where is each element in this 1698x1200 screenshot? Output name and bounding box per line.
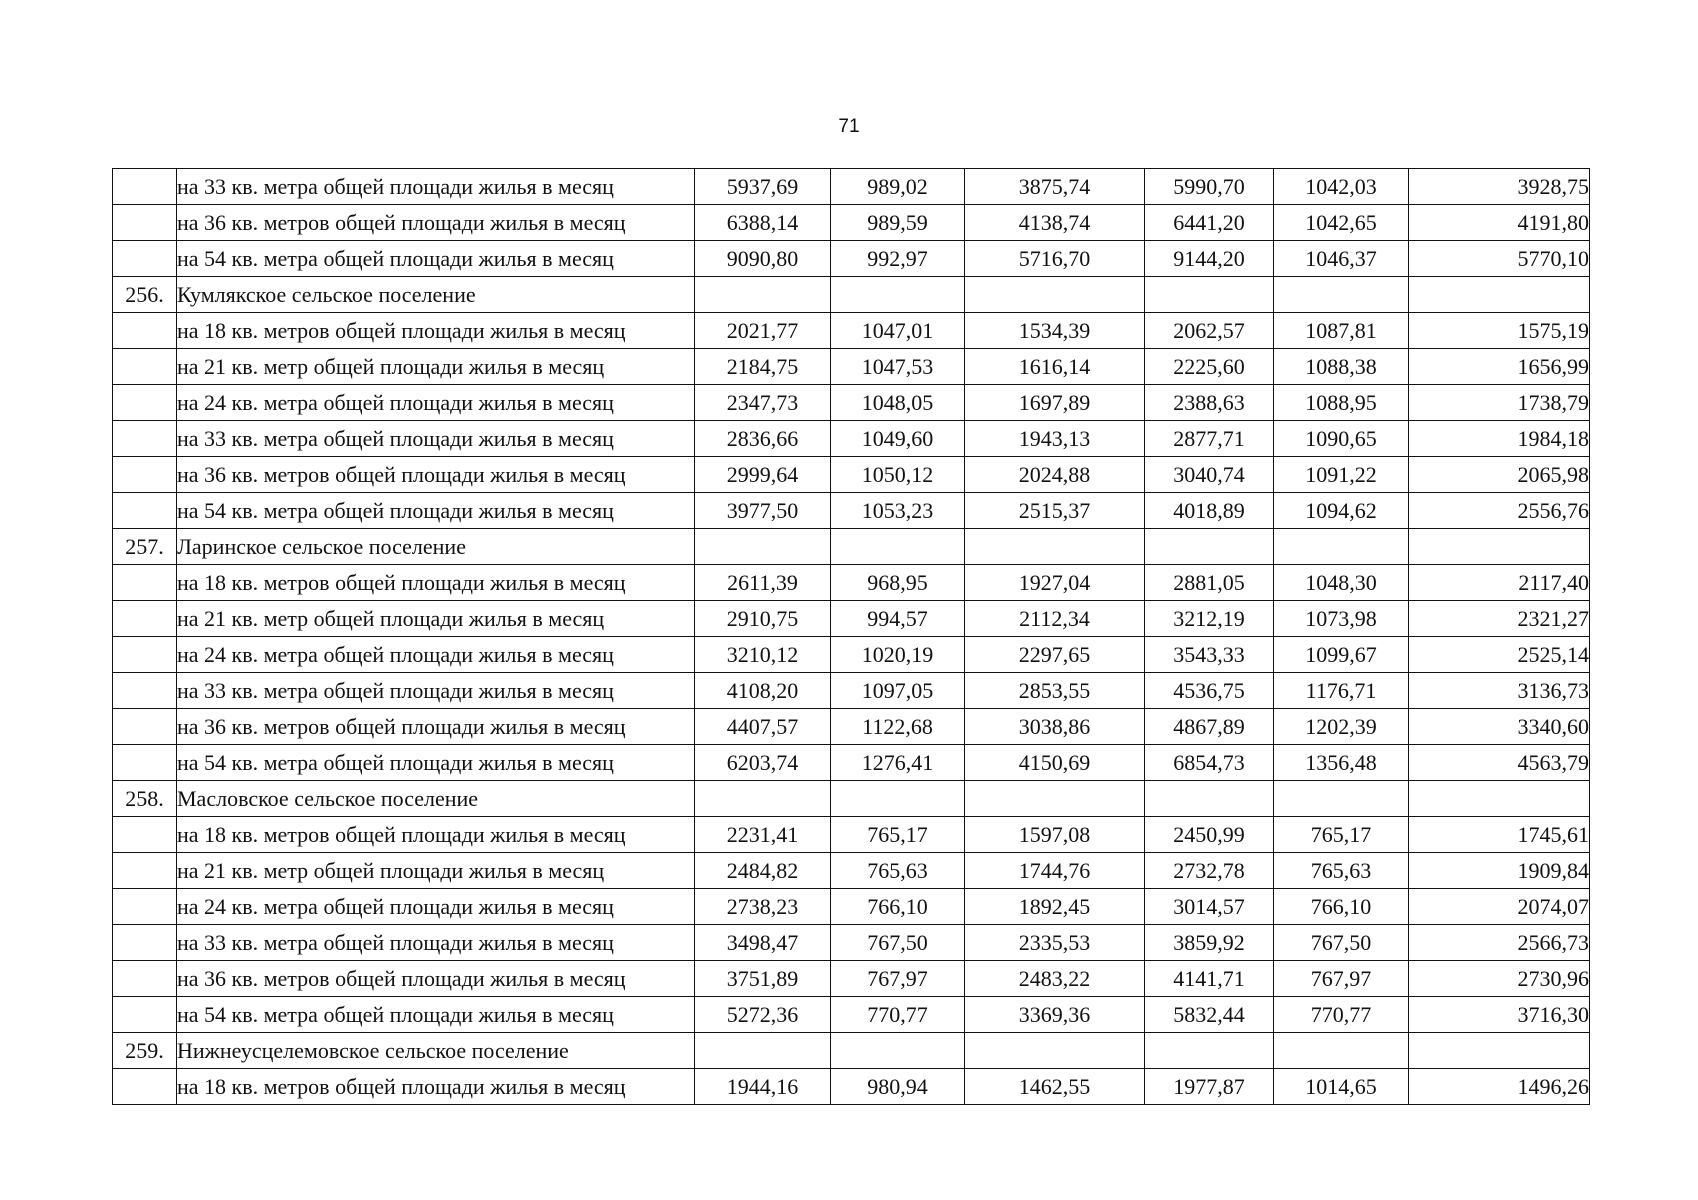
value-cell-col-6: 3340,60 xyxy=(1409,709,1590,745)
value-cell-col-1: 3751,89 xyxy=(695,961,831,997)
value-cell-col-1: 3977,50 xyxy=(695,493,831,529)
value-cell-col-1: 4108,20 xyxy=(695,673,831,709)
value-cell-col-4: 5832,44 xyxy=(1145,997,1274,1033)
row-number-cell xyxy=(113,853,177,889)
value-cell-col-6: 1656,99 xyxy=(1409,349,1590,385)
value-cell-col-6: 2566,73 xyxy=(1409,925,1590,961)
value-cell-col-2: 767,97 xyxy=(831,961,965,997)
value-cell-col-5: 765,63 xyxy=(1274,853,1409,889)
value-cell-col-1: 2836,66 xyxy=(695,421,831,457)
settlement-name-cell: Нижнеусцелемовское сельское поселение xyxy=(177,1033,695,1069)
value-cell-col-3: 1927,04 xyxy=(965,565,1145,601)
table-row xyxy=(113,565,1590,601)
value-cell-col-1: 2021,77 xyxy=(695,313,831,349)
value-cell-col-2: 766,10 xyxy=(831,889,965,925)
value-cell-col-4: 3212,19 xyxy=(1145,601,1274,637)
section-row xyxy=(113,1033,1590,1069)
value-cell-col-4: 9144,20 xyxy=(1145,241,1274,277)
value-cell-col-2: 989,02 xyxy=(831,169,965,205)
value-cell-col-1 xyxy=(695,529,831,565)
value-cell-col-1: 2231,41 xyxy=(695,817,831,853)
value-cell-col-5 xyxy=(1274,277,1409,313)
value-cell-col-4: 2388,63 xyxy=(1145,385,1274,421)
row-number-cell xyxy=(113,961,177,997)
section-row xyxy=(113,529,1590,565)
row-number-cell xyxy=(113,349,177,385)
value-cell-col-5: 1046,37 xyxy=(1274,241,1409,277)
value-cell-col-3: 2515,37 xyxy=(965,493,1145,529)
row-number-cell xyxy=(113,745,177,781)
settlement-name-cell: Масловское сельское поселение xyxy=(177,781,695,817)
value-cell-col-3: 2112,34 xyxy=(965,601,1145,637)
value-cell-col-3: 2024,88 xyxy=(965,457,1145,493)
value-cell-col-3: 1597,08 xyxy=(965,817,1145,853)
value-cell-col-2: 1048,05 xyxy=(831,385,965,421)
value-cell-col-6 xyxy=(1409,781,1590,817)
table-row xyxy=(113,205,1590,241)
value-cell-col-4: 6441,20 xyxy=(1145,205,1274,241)
value-cell-col-4: 3040,74 xyxy=(1145,457,1274,493)
value-cell-col-4 xyxy=(1145,781,1274,817)
norm-description-cell: на 36 кв. метров общей площади жилья в месяц xyxy=(177,709,695,745)
value-cell-col-2: 1047,53 xyxy=(831,349,965,385)
value-cell-col-2: 980,94 xyxy=(831,1069,965,1105)
value-cell-col-4: 4141,71 xyxy=(1145,961,1274,997)
value-cell-col-5: 766,10 xyxy=(1274,889,1409,925)
value-cell-col-6: 4563,79 xyxy=(1409,745,1590,781)
value-cell-col-4 xyxy=(1145,1033,1274,1069)
value-cell-col-4: 2225,60 xyxy=(1145,349,1274,385)
value-cell-col-3: 5716,70 xyxy=(965,241,1145,277)
value-cell-col-6: 2321,27 xyxy=(1409,601,1590,637)
row-number-cell xyxy=(113,493,177,529)
value-cell-col-5 xyxy=(1274,529,1409,565)
value-cell-col-2: 989,59 xyxy=(831,205,965,241)
norm-description-cell: на 33 кв. метра общей площади жилья в месяц xyxy=(177,421,695,457)
norm-description-cell: на 18 кв. метров общей площади жилья в месяц xyxy=(177,1069,695,1105)
value-cell-col-6: 3716,30 xyxy=(1409,997,1590,1033)
value-cell-col-6: 1909,84 xyxy=(1409,853,1590,889)
value-cell-col-2: 1276,41 xyxy=(831,745,965,781)
value-cell-col-2: 1050,12 xyxy=(831,457,965,493)
table-row xyxy=(113,889,1590,925)
row-number-cell xyxy=(113,889,177,925)
row-number-cell: 259. xyxy=(113,1033,177,1069)
norm-description-cell: на 21 кв. метр общей площади жилья в месяц xyxy=(177,601,695,637)
value-cell-col-5: 1088,38 xyxy=(1274,349,1409,385)
value-cell-col-5: 1073,98 xyxy=(1274,601,1409,637)
norm-description-cell: на 18 кв. метров общей площади жилья в месяц xyxy=(177,565,695,601)
value-cell-col-2: 994,57 xyxy=(831,601,965,637)
value-cell-col-1: 2184,75 xyxy=(695,349,831,385)
value-cell-col-2 xyxy=(831,781,965,817)
value-cell-col-1: 2910,75 xyxy=(695,601,831,637)
table-row xyxy=(113,637,1590,673)
value-cell-col-4: 2877,71 xyxy=(1145,421,1274,457)
value-cell-col-3: 3875,74 xyxy=(965,169,1145,205)
row-number-cell xyxy=(113,1069,177,1105)
value-cell-col-4: 4018,89 xyxy=(1145,493,1274,529)
value-cell-col-5: 1094,62 xyxy=(1274,493,1409,529)
value-cell-col-2 xyxy=(831,277,965,313)
norm-description-cell: на 54 кв. метра общей площади жилья в месяц xyxy=(177,997,695,1033)
value-cell-col-1: 4407,57 xyxy=(695,709,831,745)
table-row xyxy=(113,241,1590,277)
value-cell-col-5: 1091,22 xyxy=(1274,457,1409,493)
table-row xyxy=(113,673,1590,709)
row-number-cell: 256. xyxy=(113,277,177,313)
value-cell-col-6: 1575,19 xyxy=(1409,313,1590,349)
table-body xyxy=(113,169,1590,1105)
value-cell-col-6 xyxy=(1409,277,1590,313)
norm-description-cell: на 33 кв. метра общей площади жилья в месяц xyxy=(177,673,695,709)
value-cell-col-2 xyxy=(831,1033,965,1069)
value-cell-col-5: 1090,65 xyxy=(1274,421,1409,457)
row-number-cell: 258. xyxy=(113,781,177,817)
value-cell-col-3: 1744,76 xyxy=(965,853,1145,889)
row-number-cell xyxy=(113,169,177,205)
value-cell-col-3: 1616,14 xyxy=(965,349,1145,385)
value-cell-col-3: 4150,69 xyxy=(965,745,1145,781)
row-number-cell xyxy=(113,421,177,457)
value-cell-col-3: 1462,55 xyxy=(965,1069,1145,1105)
value-cell-col-5: 770,77 xyxy=(1274,997,1409,1033)
value-cell-col-6: 2065,98 xyxy=(1409,457,1590,493)
table-row xyxy=(113,1069,1590,1105)
row-number-cell xyxy=(113,817,177,853)
value-cell-col-6: 5770,10 xyxy=(1409,241,1590,277)
table-row xyxy=(113,169,1590,205)
table-row xyxy=(113,709,1590,745)
value-cell-col-3: 1697,89 xyxy=(965,385,1145,421)
table-row xyxy=(113,385,1590,421)
value-cell-col-1: 3498,47 xyxy=(695,925,831,961)
value-cell-col-6: 1738,79 xyxy=(1409,385,1590,421)
value-cell-col-3 xyxy=(965,781,1145,817)
value-cell-col-3: 2483,22 xyxy=(965,961,1145,997)
value-cell-col-6: 3928,75 xyxy=(1409,169,1590,205)
table-row xyxy=(113,997,1590,1033)
settlement-name-cell: Ларинское сельское поселение xyxy=(177,529,695,565)
row-number-cell xyxy=(113,565,177,601)
value-cell-col-3: 2853,55 xyxy=(965,673,1145,709)
value-cell-col-4: 4867,89 xyxy=(1145,709,1274,745)
norm-description-cell: на 24 кв. метра общей площади жилья в месяц xyxy=(177,889,695,925)
value-cell-col-5: 1042,03 xyxy=(1274,169,1409,205)
value-cell-col-2: 992,97 xyxy=(831,241,965,277)
value-cell-col-5: 765,17 xyxy=(1274,817,1409,853)
value-cell-col-5: 1048,30 xyxy=(1274,565,1409,601)
value-cell-col-2: 1097,05 xyxy=(831,673,965,709)
value-cell-col-4: 3859,92 xyxy=(1145,925,1274,961)
tariff-table xyxy=(112,168,1590,1105)
value-cell-col-3: 1534,39 xyxy=(965,313,1145,349)
value-cell-col-6: 3136,73 xyxy=(1409,673,1590,709)
norm-description-cell: на 33 кв. метра общей площади жилья в месяц xyxy=(177,925,695,961)
value-cell-col-3: 4138,74 xyxy=(965,205,1145,241)
row-number-cell xyxy=(113,205,177,241)
table-row xyxy=(113,457,1590,493)
norm-description-cell: на 54 кв. метра общей площади жилья в месяц xyxy=(177,745,695,781)
value-cell-col-6: 2525,14 xyxy=(1409,637,1590,673)
value-cell-col-6: 2117,40 xyxy=(1409,565,1590,601)
row-number-cell xyxy=(113,997,177,1033)
table-row xyxy=(113,817,1590,853)
value-cell-col-4: 6854,73 xyxy=(1145,745,1274,781)
value-cell-col-2: 968,95 xyxy=(831,565,965,601)
row-number-cell: 257. xyxy=(113,529,177,565)
value-cell-col-5: 1087,81 xyxy=(1274,313,1409,349)
value-cell-col-6: 2074,07 xyxy=(1409,889,1590,925)
value-cell-col-1: 2999,64 xyxy=(695,457,831,493)
value-cell-col-6: 1745,61 xyxy=(1409,817,1590,853)
value-cell-col-1: 2611,39 xyxy=(695,565,831,601)
value-cell-col-3 xyxy=(965,277,1145,313)
value-cell-col-1: 3210,12 xyxy=(695,637,831,673)
value-cell-col-4: 2062,57 xyxy=(1145,313,1274,349)
page-number: 71 xyxy=(838,116,860,137)
value-cell-col-1: 5272,36 xyxy=(695,997,831,1033)
value-cell-col-5 xyxy=(1274,1033,1409,1069)
table-row xyxy=(113,349,1590,385)
value-cell-col-4: 2881,05 xyxy=(1145,565,1274,601)
norm-description-cell: на 18 кв. метров общей площади жилья в месяц xyxy=(177,817,695,853)
settlement-name-cell: Кумлякское сельское поселение xyxy=(177,277,695,313)
value-cell-col-4: 1977,87 xyxy=(1145,1069,1274,1105)
row-number-cell xyxy=(113,601,177,637)
value-cell-col-2: 765,17 xyxy=(831,817,965,853)
value-cell-col-6 xyxy=(1409,529,1590,565)
value-cell-col-3 xyxy=(965,529,1145,565)
norm-description-cell: на 54 кв. метра общей площади жилья в месяц xyxy=(177,493,695,529)
table-row xyxy=(113,853,1590,889)
value-cell-col-2 xyxy=(831,529,965,565)
value-cell-col-1: 2484,82 xyxy=(695,853,831,889)
value-cell-col-5: 1202,39 xyxy=(1274,709,1409,745)
value-cell-col-6: 2730,96 xyxy=(1409,961,1590,997)
value-cell-col-2: 1053,23 xyxy=(831,493,965,529)
value-cell-col-4: 3543,33 xyxy=(1145,637,1274,673)
value-cell-col-5: 767,97 xyxy=(1274,961,1409,997)
row-number-cell xyxy=(113,637,177,673)
section-row xyxy=(113,781,1590,817)
value-cell-col-2: 1049,60 xyxy=(831,421,965,457)
value-cell-col-3: 1943,13 xyxy=(965,421,1145,457)
value-cell-col-3: 1892,45 xyxy=(965,889,1145,925)
value-cell-col-5: 1356,48 xyxy=(1274,745,1409,781)
table-row xyxy=(113,421,1590,457)
value-cell-col-4 xyxy=(1145,529,1274,565)
row-number-cell xyxy=(113,241,177,277)
norm-description-cell: на 36 кв. метров общей площади жилья в месяц xyxy=(177,457,695,493)
value-cell-col-4: 3014,57 xyxy=(1145,889,1274,925)
row-number-cell xyxy=(113,925,177,961)
value-cell-col-6: 2556,76 xyxy=(1409,493,1590,529)
row-number-cell xyxy=(113,457,177,493)
value-cell-col-2: 770,77 xyxy=(831,997,965,1033)
value-cell-col-2: 1047,01 xyxy=(831,313,965,349)
norm-description-cell: на 21 кв. метр общей площади жилья в месяц xyxy=(177,349,695,385)
row-number-cell xyxy=(113,673,177,709)
norm-description-cell: на 24 кв. метра общей площади жилья в месяц xyxy=(177,637,695,673)
table-row xyxy=(113,493,1590,529)
value-cell-col-4: 2732,78 xyxy=(1145,853,1274,889)
value-cell-col-5: 767,50 xyxy=(1274,925,1409,961)
value-cell-col-6: 1984,18 xyxy=(1409,421,1590,457)
norm-description-cell: на 18 кв. метров общей площади жилья в месяц xyxy=(177,313,695,349)
section-row xyxy=(113,277,1590,313)
value-cell-col-5: 1042,65 xyxy=(1274,205,1409,241)
norm-description-cell: на 36 кв. метров общей площади жилья в месяц xyxy=(177,961,695,997)
value-cell-col-5: 1014,65 xyxy=(1274,1069,1409,1105)
value-cell-col-1: 9090,80 xyxy=(695,241,831,277)
table-row xyxy=(113,925,1590,961)
value-cell-col-5 xyxy=(1274,781,1409,817)
value-cell-col-3: 2335,53 xyxy=(965,925,1145,961)
norm-description-cell: на 24 кв. метра общей площади жилья в месяц xyxy=(177,385,695,421)
value-cell-col-1 xyxy=(695,781,831,817)
value-cell-col-1: 6388,14 xyxy=(695,205,831,241)
table-row xyxy=(113,601,1590,637)
value-cell-col-1: 1944,16 xyxy=(695,1069,831,1105)
table-row xyxy=(113,961,1590,997)
value-cell-col-3: 3369,36 xyxy=(965,997,1145,1033)
value-cell-col-6 xyxy=(1409,1033,1590,1069)
value-cell-col-1 xyxy=(695,277,831,313)
value-cell-col-2: 1020,19 xyxy=(831,637,965,673)
value-cell-col-1: 2738,23 xyxy=(695,889,831,925)
value-cell-col-2: 765,63 xyxy=(831,853,965,889)
norm-description-cell: на 36 кв. метров общей площади жилья в месяц xyxy=(177,205,695,241)
value-cell-col-4: 4536,75 xyxy=(1145,673,1274,709)
value-cell-col-5: 1088,95 xyxy=(1274,385,1409,421)
norm-description-cell: на 33 кв. метра общей площади жилья в месяц xyxy=(177,169,695,205)
value-cell-col-2: 767,50 xyxy=(831,925,965,961)
value-cell-col-4 xyxy=(1145,277,1274,313)
norm-description-cell: на 54 кв. метра общей площади жилья в месяц xyxy=(177,241,695,277)
value-cell-col-2: 1122,68 xyxy=(831,709,965,745)
value-cell-col-4: 5990,70 xyxy=(1145,169,1274,205)
value-cell-col-5: 1176,71 xyxy=(1274,673,1409,709)
table-row xyxy=(113,745,1590,781)
value-cell-col-1: 6203,74 xyxy=(695,745,831,781)
value-cell-col-1: 2347,73 xyxy=(695,385,831,421)
value-cell-col-6: 4191,80 xyxy=(1409,205,1590,241)
row-number-cell xyxy=(113,313,177,349)
row-number-cell xyxy=(113,385,177,421)
value-cell-col-4: 2450,99 xyxy=(1145,817,1274,853)
value-cell-col-1: 5937,69 xyxy=(695,169,831,205)
value-cell-col-5: 1099,67 xyxy=(1274,637,1409,673)
row-number-cell xyxy=(113,709,177,745)
value-cell-col-6: 1496,26 xyxy=(1409,1069,1590,1105)
table-row xyxy=(113,313,1590,349)
value-cell-col-3: 3038,86 xyxy=(965,709,1145,745)
value-cell-col-3 xyxy=(965,1033,1145,1069)
value-cell-col-3: 2297,65 xyxy=(965,637,1145,673)
norm-description-cell: на 21 кв. метр общей площади жилья в месяц xyxy=(177,853,695,889)
value-cell-col-1 xyxy=(695,1033,831,1069)
